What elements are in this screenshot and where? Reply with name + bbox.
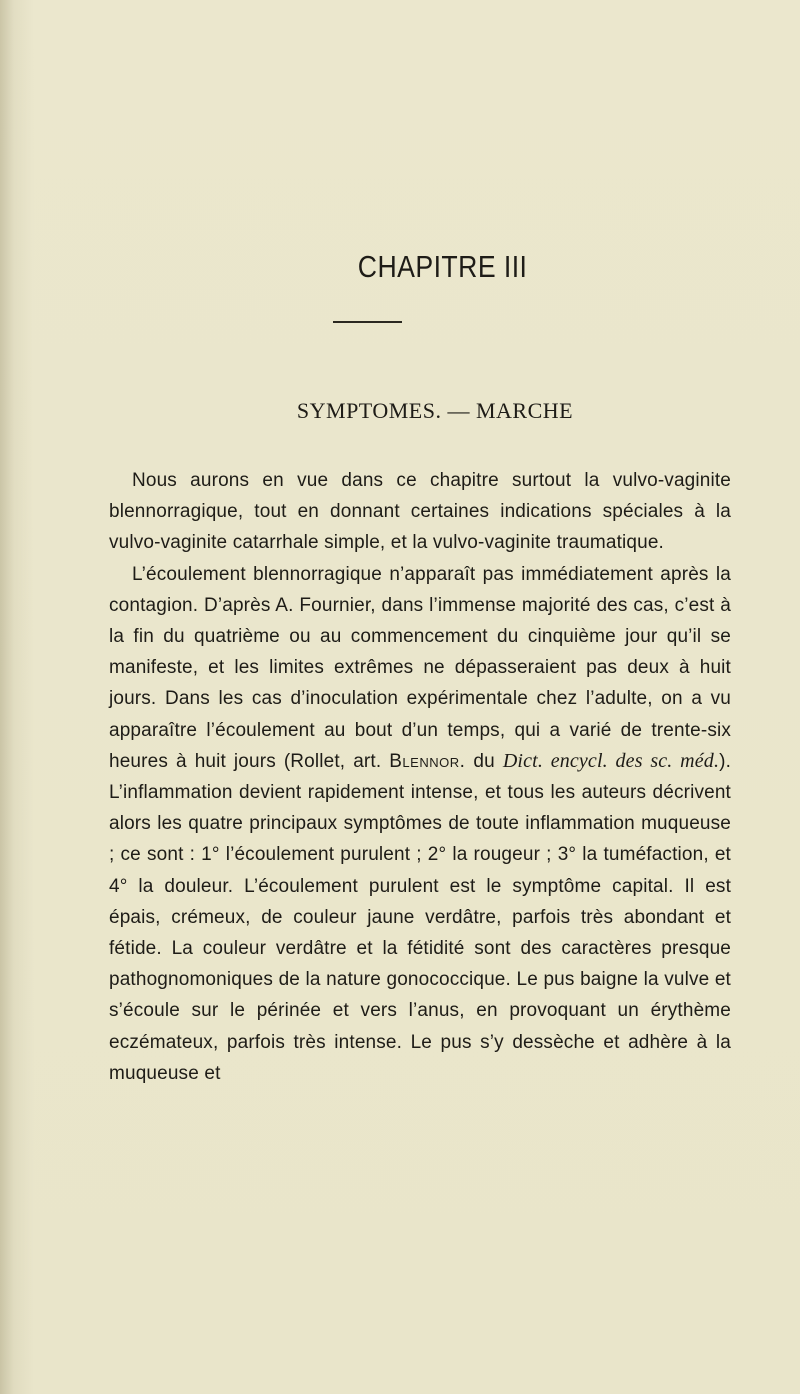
chapter-title: CHAPITRE III (357, 249, 528, 284)
paragraph-text-part: L’écoulement blennorragique n’apparaît pas immédiatement après la contagion. D’après A. Fournier, dans l’immense majorité des cas, c’est à la fin du quatrième ou au commencement du cinquième jour qu’il se manifeste, et les limites extrêmes ne dépasseraient pas deux à huit jours. Dans les cas d’inoculation expérimentale chez l’adulte, on a vu apparaître l’écoulement au bout d’un temps, qui a varié de trente-six heures à huit jours (Rollet, art. (109, 563, 731, 772)
body-text (109, 465, 731, 1089)
paragraph-text-part: du (465, 750, 503, 772)
section-title: SYMPTOMES. — MARCHE (296, 398, 574, 423)
smallcaps-reference: Blennor. (389, 750, 466, 772)
title-divider (333, 321, 402, 323)
italic-reference: Dict. encycl. des sc. méd. (502, 749, 720, 772)
paragraph-text-part: ). L’inflammation devient rapidement intense, et tous les auteurs décrivent alors les quatre principaux symptômes de toute inflammation muqueuse ; ce sont : 1° l’écoulement purulent ; 2° la rougeur ; 3° la tuméfaction, et 4° la douleur. L’écoulement purulent est le symptôme capital. Il est épais, crémeux, de couleur jaune verdâtre, parfois très abondant et fétide. La couleur verdâtre et la fétidité sont des caractères presque pathognomoniques de la nature gonococcique. Le pus baigne la vulve et s’écoule sur le périnée et vers l’anus, en provoquant un érythème eczémateux, parfois très intense. Le pus s’y dessèche et adhère à la muqueuse et (109, 750, 731, 1084)
paragraph-intro: Nous aurons en vue dans ce chapitre surtout la vulvo-vaginite blennorragique, tout en donnant certaines indications spéciales à la vulvo-vaginite catarrhale simple, et la vulvo-vaginite traumatique. (109, 470, 731, 554)
paragraph-symptoms (109, 559, 731, 1089)
